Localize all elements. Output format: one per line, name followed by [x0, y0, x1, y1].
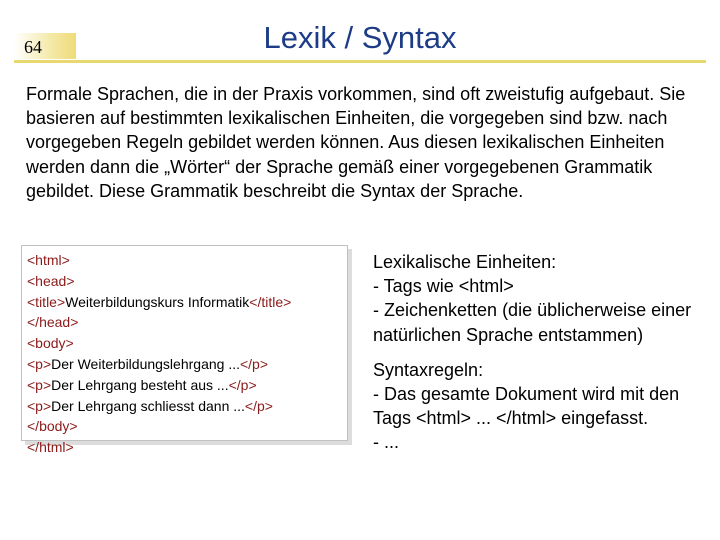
code-tag: <title> [27, 293, 66, 310]
title-underline [14, 60, 706, 63]
code-tag: <body> [27, 335, 74, 352]
syntax-rules-heading: Syntaxregeln: [373, 359, 484, 380]
code-line [27, 437, 347, 458]
code-text: Der Weiterbildungslehrgang ... [51, 355, 240, 372]
slide-title: Lexik / Syntax [263, 20, 457, 55]
code-tag: <html> [27, 252, 70, 268]
code-text: Weiterbildungskurs Informatik [65, 293, 250, 310]
code-line [27, 271, 347, 292]
code-line [27, 375, 347, 396]
code-tag: </p> [228, 376, 257, 393]
code-tag: </p> [244, 397, 273, 414]
code-tag: <p> [27, 355, 52, 372]
code-line [27, 333, 347, 354]
code-tag: </p> [239, 355, 269, 372]
code-tag: </head> [27, 314, 79, 331]
section-spacer [373, 347, 713, 358]
code-text: Der Lehrgang besteht aus ... [51, 376, 229, 393]
code-tag: </body> [27, 418, 78, 435]
code-tag: </html> [27, 439, 74, 456]
code-line [27, 416, 347, 437]
code-line [27, 250, 347, 271]
lexical-unit-item: - Tags wie <html> [373, 276, 514, 297]
syntax-rules-section [373, 358, 713, 455]
code-tag: <p> [27, 376, 52, 393]
page-number: 64 [24, 37, 42, 57]
code-line [27, 354, 347, 375]
syntax-rule-item: - Das gesamte Dokument wird mit den Tags <html> ... </html> eingefasst. [373, 384, 680, 429]
html-code-example [21, 245, 348, 456]
intro-paragraph: Formale Sprachen, die in der Praxis vorkommen, sind oft zweistufig aufgebaut. Sie basieren auf bestimmten lexikalischen Einheiten, die vorgegeben sind bzw. nach vorgegeben Regeln gebildet werden können. Aus diesen lexikalischen Einheiten werden dann die „Wörter“ der Sprache gemäß einer vorgegebenen Grammatik gebildet. Diese Grammatik beschreibt die Syntax der Sprache. [26, 84, 686, 201]
lexical-units-heading: Lexikalische Einheiten: [373, 252, 557, 272]
code-line [27, 292, 347, 313]
lexical-units-section [373, 250, 713, 347]
code-tag: <p> [27, 397, 52, 414]
syntax-rule-item: - ... [373, 432, 399, 453]
code-line [27, 396, 347, 417]
code-tag: </title> [249, 293, 292, 310]
code-text: Der Lehrgang schliesst dann ... [51, 397, 245, 414]
code-line [27, 312, 347, 333]
explanation-column [373, 250, 713, 455]
code-tag: <head> [27, 272, 75, 289]
lexical-unit-item: - Zeichenketten (die üblicherweise einer natürlichen Sprache entstammen) [373, 300, 692, 345]
